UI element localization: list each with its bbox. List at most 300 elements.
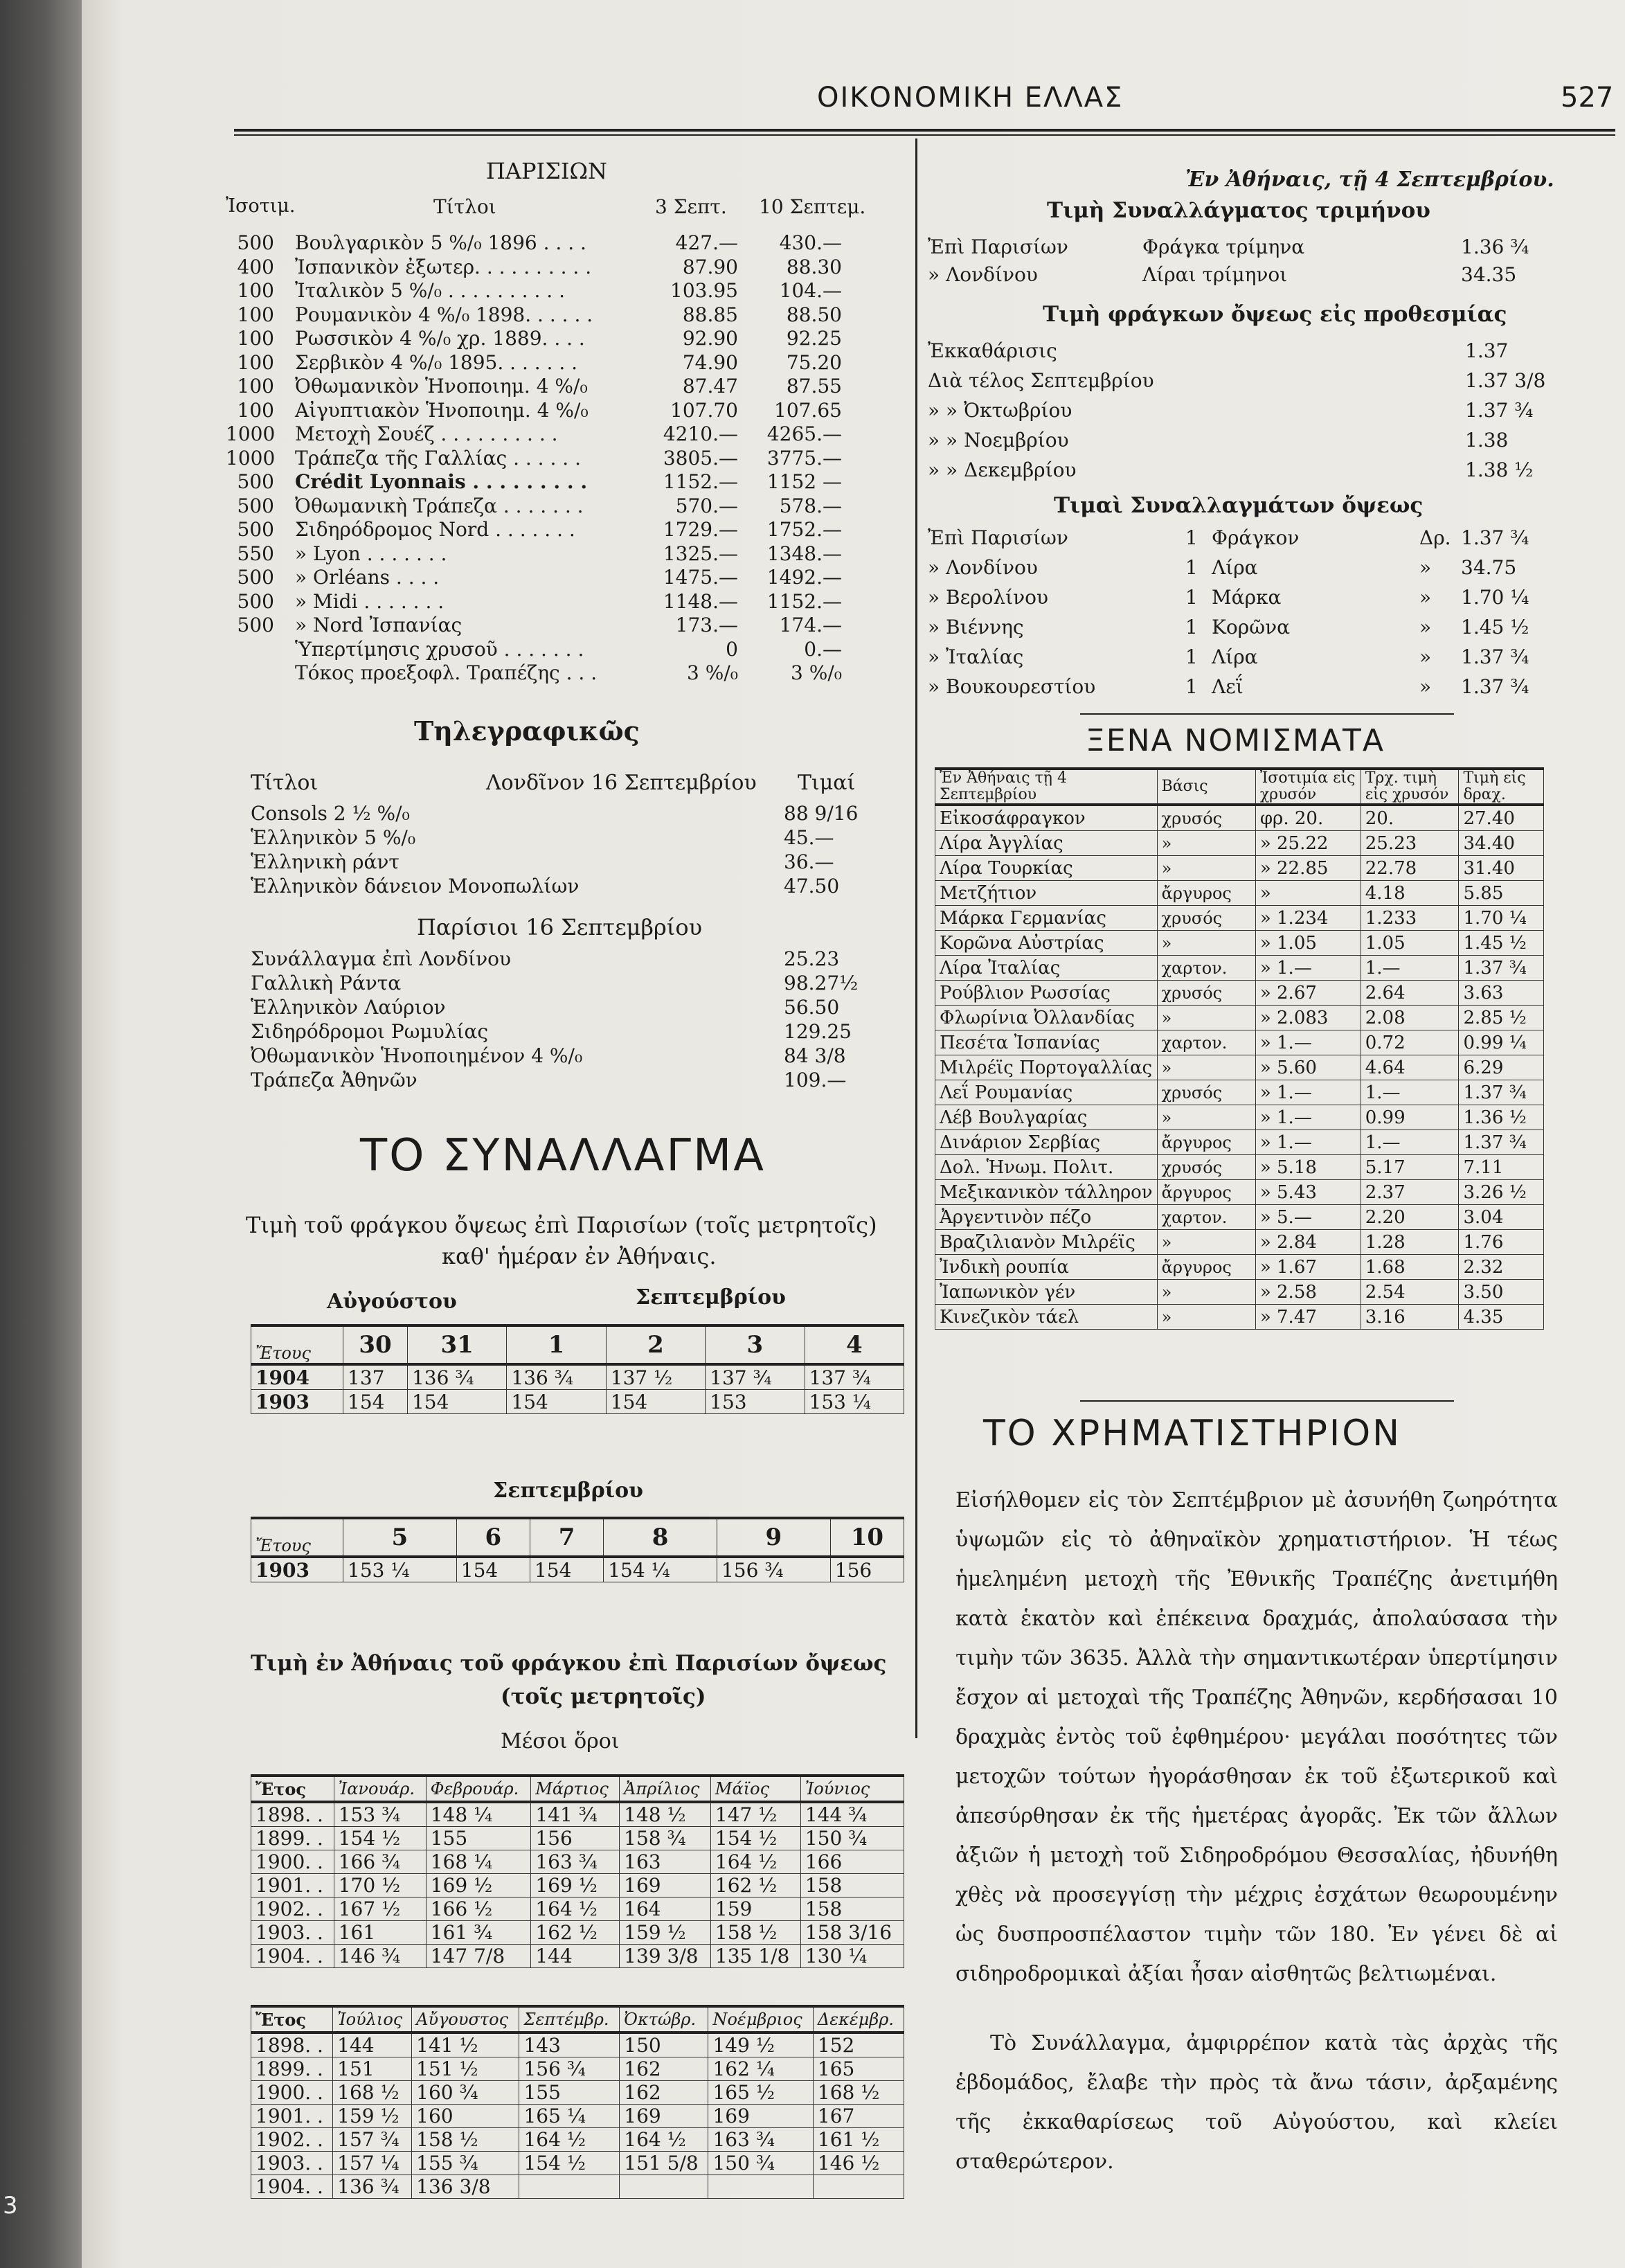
average-cell: 141 ½ bbox=[412, 2033, 519, 2057]
drachma-price: 1.70 ¼ bbox=[1459, 906, 1544, 931]
month-august: Αὐγούστου bbox=[327, 1289, 457, 1314]
currency-basis: » bbox=[1157, 831, 1255, 856]
quarter-place: » Λονδίνου bbox=[928, 263, 1038, 286]
gold-rate: 0.72 bbox=[1361, 1030, 1459, 1055]
average-cell: 155 ¾ bbox=[412, 2152, 519, 2175]
sight-value: 1.70 ¼ bbox=[1461, 586, 1529, 609]
average-cell: 160 ¾ bbox=[412, 2081, 519, 2105]
average-cell: 162 ¼ bbox=[708, 2057, 813, 2081]
rate-cell: 137 ¾ bbox=[706, 1364, 805, 1390]
quote-row bbox=[251, 972, 874, 995]
year-cell: 1903. . bbox=[251, 2152, 333, 2175]
price-sep-10: 1152 — bbox=[766, 470, 842, 493]
currency-name: Πεσέτα Ἰσπανίας bbox=[935, 1030, 1158, 1055]
average-cell: 154 ½ bbox=[519, 2152, 620, 2175]
average-cell bbox=[813, 2175, 904, 2199]
gold-parity: » 22.85 bbox=[1255, 856, 1361, 881]
month-header: Ἰούνιος bbox=[800, 1776, 904, 1802]
currency-basis: » bbox=[1157, 931, 1255, 956]
gold-rate: 22.78 bbox=[1361, 856, 1459, 881]
rate-cell: 154 bbox=[530, 1557, 603, 1582]
gold-parity: » 2.84 bbox=[1255, 1230, 1361, 1255]
average-cell: 167 ½ bbox=[334, 1898, 426, 1921]
price-sep-10: 3775.— bbox=[766, 446, 842, 470]
paris-row bbox=[226, 638, 883, 661]
col-date-2: 10 Σεπτεμ. bbox=[759, 195, 866, 218]
term-value: 1.38 ½ bbox=[1465, 458, 1534, 481]
average-cell: 169 bbox=[620, 1874, 711, 1898]
day-number: 6 bbox=[456, 1518, 530, 1557]
price-sep-3: 103.95 bbox=[670, 279, 738, 302]
average-cell: 165 ¼ bbox=[519, 2105, 620, 2128]
price-sep-3: 427.— bbox=[675, 231, 738, 254]
average-cell: 152 bbox=[813, 2033, 904, 2057]
quarter-value: 1.36 ¾ bbox=[1461, 235, 1529, 258]
term-row bbox=[928, 399, 1537, 422]
currency-name: Δολ. Ἡνωμ. Πολιτ. bbox=[935, 1155, 1158, 1180]
year-cell: 1903. . bbox=[251, 1921, 334, 1945]
currency-name: Εἰκοσάφραγκον bbox=[935, 805, 1158, 831]
price-sep-3: 74.90 bbox=[682, 350, 738, 374]
gold-rate: 1.68 bbox=[1361, 1255, 1459, 1280]
day-number: 8 bbox=[604, 1518, 717, 1557]
currency-basis: χαρτον. bbox=[1157, 1205, 1255, 1230]
price-sep-3: 92.90 bbox=[682, 327, 738, 350]
bourse-title: ΤΟ ΧΡΗΜΑΤΙΣΤΗΡΙΟΝ bbox=[983, 1413, 1402, 1454]
sight-row bbox=[928, 645, 1537, 669]
paris-row bbox=[226, 494, 883, 518]
gold-rate: 25.23 bbox=[1361, 831, 1459, 856]
paris-row bbox=[226, 303, 883, 327]
average-cell bbox=[620, 2175, 708, 2199]
currency-name: Λεΐ Ρουμανίας bbox=[935, 1080, 1158, 1105]
average-cell: 169 ½ bbox=[531, 1874, 620, 1898]
gold-parity: » 1.— bbox=[1255, 1080, 1361, 1105]
price-sep-10: 578.— bbox=[779, 494, 842, 517]
average-cell: 150 ¾ bbox=[800, 1827, 904, 1850]
gold-rate: 20. bbox=[1361, 805, 1459, 831]
security-name: Μετοχὴ Σουέζ . . . . . . . . . . bbox=[295, 422, 558, 445]
quote-value: 56.50 bbox=[784, 996, 840, 1019]
sight-currency: Μάρκα bbox=[1212, 586, 1282, 609]
year-cell: 1901. . bbox=[251, 1874, 334, 1898]
currency-basis: » bbox=[1157, 1105, 1255, 1130]
sight-qty: 1 bbox=[1185, 526, 1198, 549]
paris-row bbox=[226, 542, 883, 566]
average-cell: 162 bbox=[620, 2057, 708, 2081]
security-name: Σιδηρόδρομος Nord . . . . . . . bbox=[295, 518, 575, 541]
column-divider bbox=[915, 139, 917, 1738]
rate-cell: 156 bbox=[830, 1557, 904, 1582]
gold-rate: 4.64 bbox=[1361, 1055, 1459, 1080]
year-cell: 1899. . bbox=[251, 2057, 333, 2081]
sight-prefix: » bbox=[1419, 616, 1432, 639]
average-cell: 157 ¾ bbox=[333, 2128, 412, 2152]
currency-name: Ρούβλιον Ρωσσίας bbox=[935, 981, 1158, 1006]
average-cell: 139 3/8 bbox=[620, 1945, 711, 1968]
average-cell: 135 1/8 bbox=[710, 1945, 800, 1968]
paris-row bbox=[226, 375, 883, 398]
average-cell: 130 ¼ bbox=[800, 1945, 904, 1968]
fx-header: Τιμὴ εἰς δραχ. bbox=[1459, 769, 1544, 805]
average-cell: 163 ¾ bbox=[708, 2128, 813, 2152]
price-sep-10: 1348.— bbox=[766, 542, 842, 565]
drachma-price: 3.26 ½ bbox=[1459, 1180, 1544, 1205]
rate-cell: 136 ¾ bbox=[407, 1364, 506, 1390]
price-sep-10: 92.25 bbox=[786, 327, 842, 350]
sight-value: 34.75 bbox=[1461, 556, 1517, 579]
drachma-price: 1.76 bbox=[1459, 1230, 1544, 1255]
term-label: Ἐκκαθάρισις bbox=[928, 339, 1057, 362]
year-cell: 1898. . bbox=[251, 1802, 334, 1827]
month-header: Μάρτιος bbox=[531, 1776, 620, 1802]
year-cell: 1900. . bbox=[251, 1850, 334, 1874]
quote-row bbox=[251, 1044, 874, 1068]
average-cell: 170 ½ bbox=[334, 1874, 426, 1898]
sight-currency: Λεΐ bbox=[1212, 675, 1244, 698]
rate-cell: 154 bbox=[507, 1390, 606, 1414]
year-cell: 1904. . bbox=[251, 2175, 333, 2199]
isotim-value: 1000 bbox=[226, 422, 276, 445]
average-cell: 158 ¾ bbox=[620, 1827, 711, 1850]
currency-basis: χαρτον. bbox=[1157, 1030, 1255, 1055]
term-row bbox=[928, 339, 1537, 363]
average-cell: 144 bbox=[333, 2033, 412, 2057]
month-header: Σεπτέμβρ. bbox=[519, 2006, 620, 2033]
quote-name: Τράπεζα Ἀθηνῶν bbox=[251, 1069, 418, 1091]
average-cell: 159 ½ bbox=[333, 2105, 412, 2128]
quarter-row bbox=[928, 263, 1537, 287]
day-number: 9 bbox=[717, 1518, 830, 1557]
quarter-row bbox=[928, 235, 1537, 259]
price-sep-10: 1152.— bbox=[766, 589, 842, 613]
fx-header: Τρχ. τιμὴ εἰς χρυσόν bbox=[1361, 769, 1459, 805]
average-cell: 162 bbox=[620, 2081, 708, 2105]
sight-value: 1.37 ¾ bbox=[1461, 675, 1529, 698]
currency-name: Βραζιλιανὸν Μιλρέϊς bbox=[935, 1230, 1158, 1255]
sight-prefix: Δρ. bbox=[1419, 526, 1451, 549]
paris-row bbox=[226, 518, 883, 542]
bourse-rule bbox=[1080, 1400, 1454, 1402]
gold-rate: 1.233 bbox=[1361, 906, 1459, 931]
sight-value: 1.37 ¾ bbox=[1461, 526, 1529, 549]
month-header: Φεβρουάρ. bbox=[426, 1776, 531, 1802]
exchange-subtitle-1: Τιμὴ τοῦ φράγκου ὄψεως ἐπὶ Παρισίων (τοῖς μετρητοῖς) bbox=[246, 1212, 877, 1238]
header-rule-thin bbox=[234, 134, 1615, 136]
isotim-value: 500 bbox=[237, 589, 274, 613]
average-cell: 167 bbox=[813, 2105, 904, 2128]
gold-rate: 2.37 bbox=[1361, 1180, 1459, 1205]
month-header: Ἔτος bbox=[251, 2006, 333, 2033]
col-prices: Τιμαί bbox=[798, 771, 856, 795]
gold-parity: » 25.22 bbox=[1255, 831, 1361, 856]
average-cell: 151 ½ bbox=[412, 2057, 519, 2081]
sight-value: 1.37 ¾ bbox=[1461, 645, 1529, 668]
quote-row bbox=[251, 802, 874, 825]
rate-cell: 137 bbox=[343, 1364, 408, 1390]
fx-header: Ἰσοτιμία εἰς χρυσόν bbox=[1255, 769, 1361, 805]
security-name: Ὀθωμανικὸν Ἡνοποιημ. 4 %/₀ bbox=[295, 375, 588, 398]
price-sep-3: 4210.— bbox=[663, 422, 738, 445]
average-cell: 164 ½ bbox=[710, 1850, 800, 1874]
currency-basis: ἄργυρος bbox=[1157, 881, 1255, 906]
gold-rate: 4.18 bbox=[1361, 881, 1459, 906]
average-cell: 136 3/8 bbox=[412, 2175, 519, 2199]
sight-currency: Κορῶνα bbox=[1212, 616, 1290, 639]
day-number: 10 bbox=[830, 1518, 904, 1557]
security-name: Ὑπερτίμησις χρυσοῦ . . . . . . . bbox=[295, 637, 584, 661]
drachma-price: 0.99 ¼ bbox=[1459, 1030, 1544, 1055]
isotim-value: 500 bbox=[237, 614, 274, 636]
average-cell: 153 ¾ bbox=[334, 1802, 426, 1827]
currency-name: Λίρα Ἰταλίας bbox=[935, 956, 1158, 981]
paris-row bbox=[226, 279, 883, 303]
drachma-price: 1.36 ½ bbox=[1459, 1105, 1544, 1130]
year-cell: 1903 bbox=[251, 1390, 343, 1414]
isotim-value: 500 bbox=[237, 231, 274, 254]
quote-value: 84 3/8 bbox=[784, 1044, 846, 1067]
currency-basis: χρυσός bbox=[1157, 981, 1255, 1006]
isotim-value: 500 bbox=[237, 518, 274, 541]
rate-cell: 137 ½ bbox=[606, 1364, 705, 1390]
isotim-value: 100 bbox=[237, 303, 274, 326]
average-cell: 146 ½ bbox=[813, 2152, 904, 2175]
quote-name: Ἑλληνικὸν δάνειον Μονοπωλίων bbox=[251, 875, 580, 898]
average-cell: 144 ¾ bbox=[800, 1802, 904, 1827]
bourse-paragraph-1: Εἰσήλθομεν εἰς τὸν Σεπτέμβριον μὲ ἀσυνήθη ζωηρότητα ὑψωμῶν εἰς τὸ ἀθηναϊκὸν χρηματιστήριον. Ἡ τέως ἡμελημένη μετοχὴ τῆς Ἐθνικῆς Τραπέζης ἀνετιμήθη κατὰ ἑκατὸν καὶ ἐπέκεινα δραχμάς, ἀπολαύσασα τὴν τιμὴν τῶν 3635. Ἀλλὰ τὴν σημαντικωτέραν ὑπερτίμησιν ἔσχον αἱ μετοχαὶ τῆς Τραπέζης Ἀθηνῶν, κερδήσασαι 10 δραχμὰς ἐντὸς τοῦ ἐφθημέρου· μεγάλαι ποσότητες τῶν μετοχῶν τούτων ἠγοράσθησαν ἐκ τοῦ ἐξωτερικοῦ καὶ ἀπεσύρθησαν ἐκ τῆς ἡμετέρας ἀγορᾶς. Ἐκ τῶν ἄλλων ἀξιῶν ἡ μετοχὴ τοῦ Σιδηροδρόμου Θεσσαλίας, ἠδυνήθη χθὲς νὰ προσεγγίσῃ τὴν μέχρις ἐσχάτων θεωρουμένην ὡς δυσπροσπέλαστον τιμὴν τῶν 180. Ἐν γένει δὲ αἱ σιδηροδρομικαὶ ἀξίαι ἦσαν αἰσθητῶς βελτιωμέναι. bbox=[955, 1488, 1558, 1986]
average-cell: 169 bbox=[620, 2105, 708, 2128]
telegraph-heading: Τηλεγραφικῶς bbox=[414, 715, 640, 747]
quote-value: 36.— bbox=[784, 850, 834, 873]
average-cell: 148 ½ bbox=[620, 1802, 711, 1827]
price-sep-10: 104.— bbox=[779, 279, 842, 302]
currency-name: Ἀργεντινὸν πέζο bbox=[935, 1205, 1158, 1230]
gold-rate: 1.— bbox=[1361, 1080, 1459, 1105]
paris-row bbox=[226, 231, 883, 255]
sight-place: » Βερολίνου bbox=[928, 586, 1049, 609]
quote-name: Σιδηρόδρομοι Ρωμυλίας bbox=[251, 1020, 489, 1043]
drachma-price: 1.37 ¾ bbox=[1459, 956, 1544, 981]
quote-value: 109.— bbox=[784, 1069, 847, 1091]
security-name: Τόκος προεξοφλ. Τραπέζης . . . bbox=[295, 661, 598, 684]
average-cell: 151 bbox=[333, 2057, 412, 2081]
term-label: » » Ὀκτωβρίου bbox=[928, 399, 1072, 422]
average-cell: 144 bbox=[531, 1945, 620, 1968]
price-sep-10: 88.50 bbox=[786, 303, 842, 326]
currency-name: Ἰαπωνικὸν γέν bbox=[935, 1280, 1158, 1305]
term-label: Διὰ τέλος Σεπτεμβρίου bbox=[928, 369, 1154, 392]
term-row bbox=[928, 429, 1537, 452]
price-sep-3: 107.70 bbox=[670, 398, 738, 422]
year-cell: 1902. . bbox=[251, 1898, 334, 1921]
gold-parity: » 7.47 bbox=[1255, 1305, 1361, 1330]
gold-parity: » 1.— bbox=[1255, 1030, 1361, 1055]
gold-parity: » 5.60 bbox=[1255, 1055, 1361, 1080]
sight-value: 1.45 ½ bbox=[1461, 616, 1529, 639]
month-header: Δεκέμβρ. bbox=[813, 2006, 904, 2033]
gold-parity: » bbox=[1255, 881, 1361, 906]
term-row bbox=[928, 369, 1546, 393]
paris-row bbox=[226, 614, 883, 637]
foreign-title: ΞΕΝΑ ΝΟΜΙΣΜΑΤΑ bbox=[1086, 723, 1385, 758]
price-sep-3: 3 %/₀ bbox=[687, 661, 738, 684]
quote-value: 45.— bbox=[784, 826, 834, 849]
quarter-title: Τιμὴ Συναλλάγματος τριμήνου bbox=[1047, 198, 1430, 223]
col-date-1: 3 Σεπτ. bbox=[655, 195, 727, 218]
average-cell: 149 ½ bbox=[708, 2033, 813, 2057]
col-london: Λονδῖνον 16 Σεπτεμβρίου bbox=[486, 771, 757, 795]
month-header: Ἰανουάρ. bbox=[334, 1776, 426, 1802]
gold-parity: » 1.— bbox=[1255, 1105, 1361, 1130]
security-name: Βουλγαρικὸν 5 %/₀ 1896 . . . . bbox=[295, 231, 586, 254]
security-name: Ἰταλικὸν 5 %/₀ . . . . . . . . . . bbox=[295, 279, 565, 302]
quote-row bbox=[251, 1069, 874, 1092]
month-header: Αὔγουστος bbox=[412, 2006, 519, 2033]
average-cell: 161 ½ bbox=[813, 2128, 904, 2152]
price-sep-3: 3805.— bbox=[663, 446, 738, 470]
year-cell: 1904 bbox=[251, 1364, 343, 1390]
rate-cell: 136 ¾ bbox=[507, 1364, 606, 1390]
isotim-value: 100 bbox=[237, 398, 274, 422]
year-cell: 1900. . bbox=[251, 2081, 333, 2105]
sight-row bbox=[928, 526, 1537, 550]
security-name: Ρωσσικὸν 4 %/₀ χρ. 1889. . . . bbox=[295, 327, 585, 350]
average-cell: 159 ½ bbox=[620, 1921, 711, 1945]
security-name: » Midi . . . . . . . bbox=[295, 589, 445, 613]
day-number: 31 bbox=[407, 1325, 506, 1364]
sight-place: Ἐπὶ Παρισίων bbox=[928, 526, 1068, 549]
header-rule bbox=[234, 129, 1615, 132]
quarter-unit: Λίραι τρίμηνοι bbox=[1142, 263, 1288, 286]
paris-row bbox=[226, 327, 883, 350]
sight-qty: 1 bbox=[1185, 586, 1198, 609]
rate-cell: 153 ¼ bbox=[343, 1557, 457, 1582]
quote-row bbox=[251, 850, 874, 874]
currency-basis: χαρτον. bbox=[1157, 956, 1255, 981]
years-label: Ἔτους bbox=[251, 1325, 343, 1364]
fx-header: Βάσις bbox=[1157, 769, 1255, 805]
sight-place: » Βουκουρεστίου bbox=[928, 675, 1096, 698]
price-sep-3: 570.— bbox=[675, 494, 738, 517]
sight-qty: 1 bbox=[1185, 645, 1198, 668]
currency-name: Ἰνδικὴ ρουπία bbox=[935, 1255, 1158, 1280]
year-cell: 1902. . bbox=[251, 2128, 333, 2152]
drachma-price: 31.40 bbox=[1459, 856, 1544, 881]
price-sep-3: 87.47 bbox=[682, 375, 738, 398]
average-cell: 164 ½ bbox=[620, 2128, 708, 2152]
col-isotim: Ἰσοτιμ. bbox=[226, 195, 296, 217]
gold-rate: 2.64 bbox=[1361, 981, 1459, 1006]
term-value: 1.37 ¾ bbox=[1465, 399, 1534, 422]
price-sep-10: 3 %/₀ bbox=[791, 661, 842, 684]
gold-parity: » 5.— bbox=[1255, 1205, 1361, 1230]
paris-row bbox=[226, 470, 883, 494]
month-header: Ὀκτώβρ. bbox=[620, 2006, 708, 2033]
average-cell: 166 ¾ bbox=[334, 1850, 426, 1874]
exchange-subtitle-2: καθ' ἡμέραν ἐν Ἀθήναις. bbox=[442, 1243, 717, 1269]
isotim-value: 100 bbox=[237, 279, 274, 302]
average-cell: 168 ¼ bbox=[426, 1850, 531, 1874]
average-cell: 147 ½ bbox=[710, 1802, 800, 1827]
price-sep-10: 0.— bbox=[804, 637, 842, 661]
price-sep-3: 87.90 bbox=[682, 255, 738, 278]
average-cell: 143 bbox=[519, 2033, 620, 2057]
average-cell: 156 bbox=[531, 1827, 620, 1850]
average-cell: 154 ½ bbox=[710, 1827, 800, 1850]
running-title: ΟΙΚΟΝΟΜΙΚΗ ΕΛΛΑΣ bbox=[817, 82, 1124, 114]
average-cell: 150 bbox=[620, 2033, 708, 2057]
currency-basis: ἄργυρος bbox=[1157, 1130, 1255, 1155]
average-cell: 164 ½ bbox=[531, 1898, 620, 1921]
paris-row bbox=[226, 256, 883, 279]
currency-basis: ἄργυρος bbox=[1157, 1255, 1255, 1280]
currency-basis: χρυσός bbox=[1157, 1155, 1255, 1180]
quote-row bbox=[251, 996, 874, 1019]
currency-basis: » bbox=[1157, 1230, 1255, 1255]
average-cell: 158 3/16 bbox=[800, 1921, 904, 1945]
isotim-value: 1000 bbox=[226, 446, 276, 470]
price-sep-10: 1492.— bbox=[766, 566, 842, 589]
sight-row bbox=[928, 675, 1537, 699]
drachma-price: 5.85 bbox=[1459, 881, 1544, 906]
price-sep-3: 1152.— bbox=[663, 470, 738, 493]
drachma-price: 27.40 bbox=[1459, 805, 1544, 831]
quote-value: 25.23 bbox=[784, 947, 840, 970]
currency-name: Φλωρίνια Ὀλλανδίας bbox=[935, 1006, 1158, 1030]
average-cell: 155 bbox=[426, 1827, 531, 1850]
average-cell: 141 ¾ bbox=[531, 1802, 620, 1827]
security-name: » Nord Ἰσπανίας bbox=[295, 614, 463, 636]
telegraph-column-headers bbox=[251, 771, 874, 798]
average-cell: 168 ½ bbox=[333, 2081, 412, 2105]
average-cell bbox=[519, 2175, 620, 2199]
price-sep-10: 430.— bbox=[779, 231, 842, 254]
month-header: Ἔτος bbox=[251, 1776, 334, 1802]
gold-parity: » 1.67 bbox=[1255, 1255, 1361, 1280]
gold-rate: 2.08 bbox=[1361, 1006, 1459, 1030]
average-cell: 158 ½ bbox=[710, 1921, 800, 1945]
bourse-paragraph-2: Τὸ Συνάλλαγμα, ἀμφιρρέπον κατὰ τὰς ἀρχὰς τῆς ἑβδομάδος, ἔλαβε τὴν πρὸς τὰ ἄνω τάσιν, ἀρξαμένης τῆς ἐκκαθαρίσεως τοῦ Αὐγούστου, καὶ κλείει σταθερώτερον. bbox=[955, 2031, 1558, 2174]
day-number: 30 bbox=[343, 1325, 408, 1364]
average-cell: 147 7/8 bbox=[426, 1945, 531, 1968]
term-value: 1.37 3/8 bbox=[1465, 369, 1546, 392]
rate-cell: 156 ¾ bbox=[717, 1557, 830, 1582]
paris-row bbox=[226, 590, 883, 614]
sight-place: » Ἰταλίας bbox=[928, 645, 1024, 668]
month-header: Μάϊος bbox=[710, 1776, 800, 1802]
day-number: 7 bbox=[530, 1518, 603, 1557]
quote-name: Ὀθωμανικὸν Ἡνοποιημένον 4 %/₀ bbox=[251, 1044, 583, 1067]
price-sep-3: 1729.— bbox=[663, 518, 738, 541]
sight-currency: Λίρα bbox=[1212, 645, 1258, 668]
sight-currency: Λίρα bbox=[1212, 556, 1258, 579]
quote-row bbox=[251, 1020, 874, 1044]
isotim-value: 500 bbox=[237, 566, 274, 589]
average-cell: 163 ¾ bbox=[531, 1850, 620, 1874]
day-number: 5 bbox=[343, 1518, 457, 1557]
year-cell: 1903 bbox=[251, 1557, 343, 1582]
security-name: » Orléans . . . . bbox=[295, 566, 440, 589]
sight-qty: 1 bbox=[1185, 616, 1198, 639]
gold-parity: » 1.— bbox=[1255, 1130, 1361, 1155]
quote-value: 47.50 bbox=[784, 875, 840, 898]
paris-row bbox=[226, 566, 883, 589]
gold-rate: 3.16 bbox=[1361, 1305, 1459, 1330]
gold-rate: 1.28 bbox=[1361, 1230, 1459, 1255]
average-cell: 156 ¾ bbox=[519, 2057, 620, 2081]
month-header: Ἰούλιος bbox=[333, 2006, 412, 2033]
isotim-value: 100 bbox=[237, 375, 274, 398]
